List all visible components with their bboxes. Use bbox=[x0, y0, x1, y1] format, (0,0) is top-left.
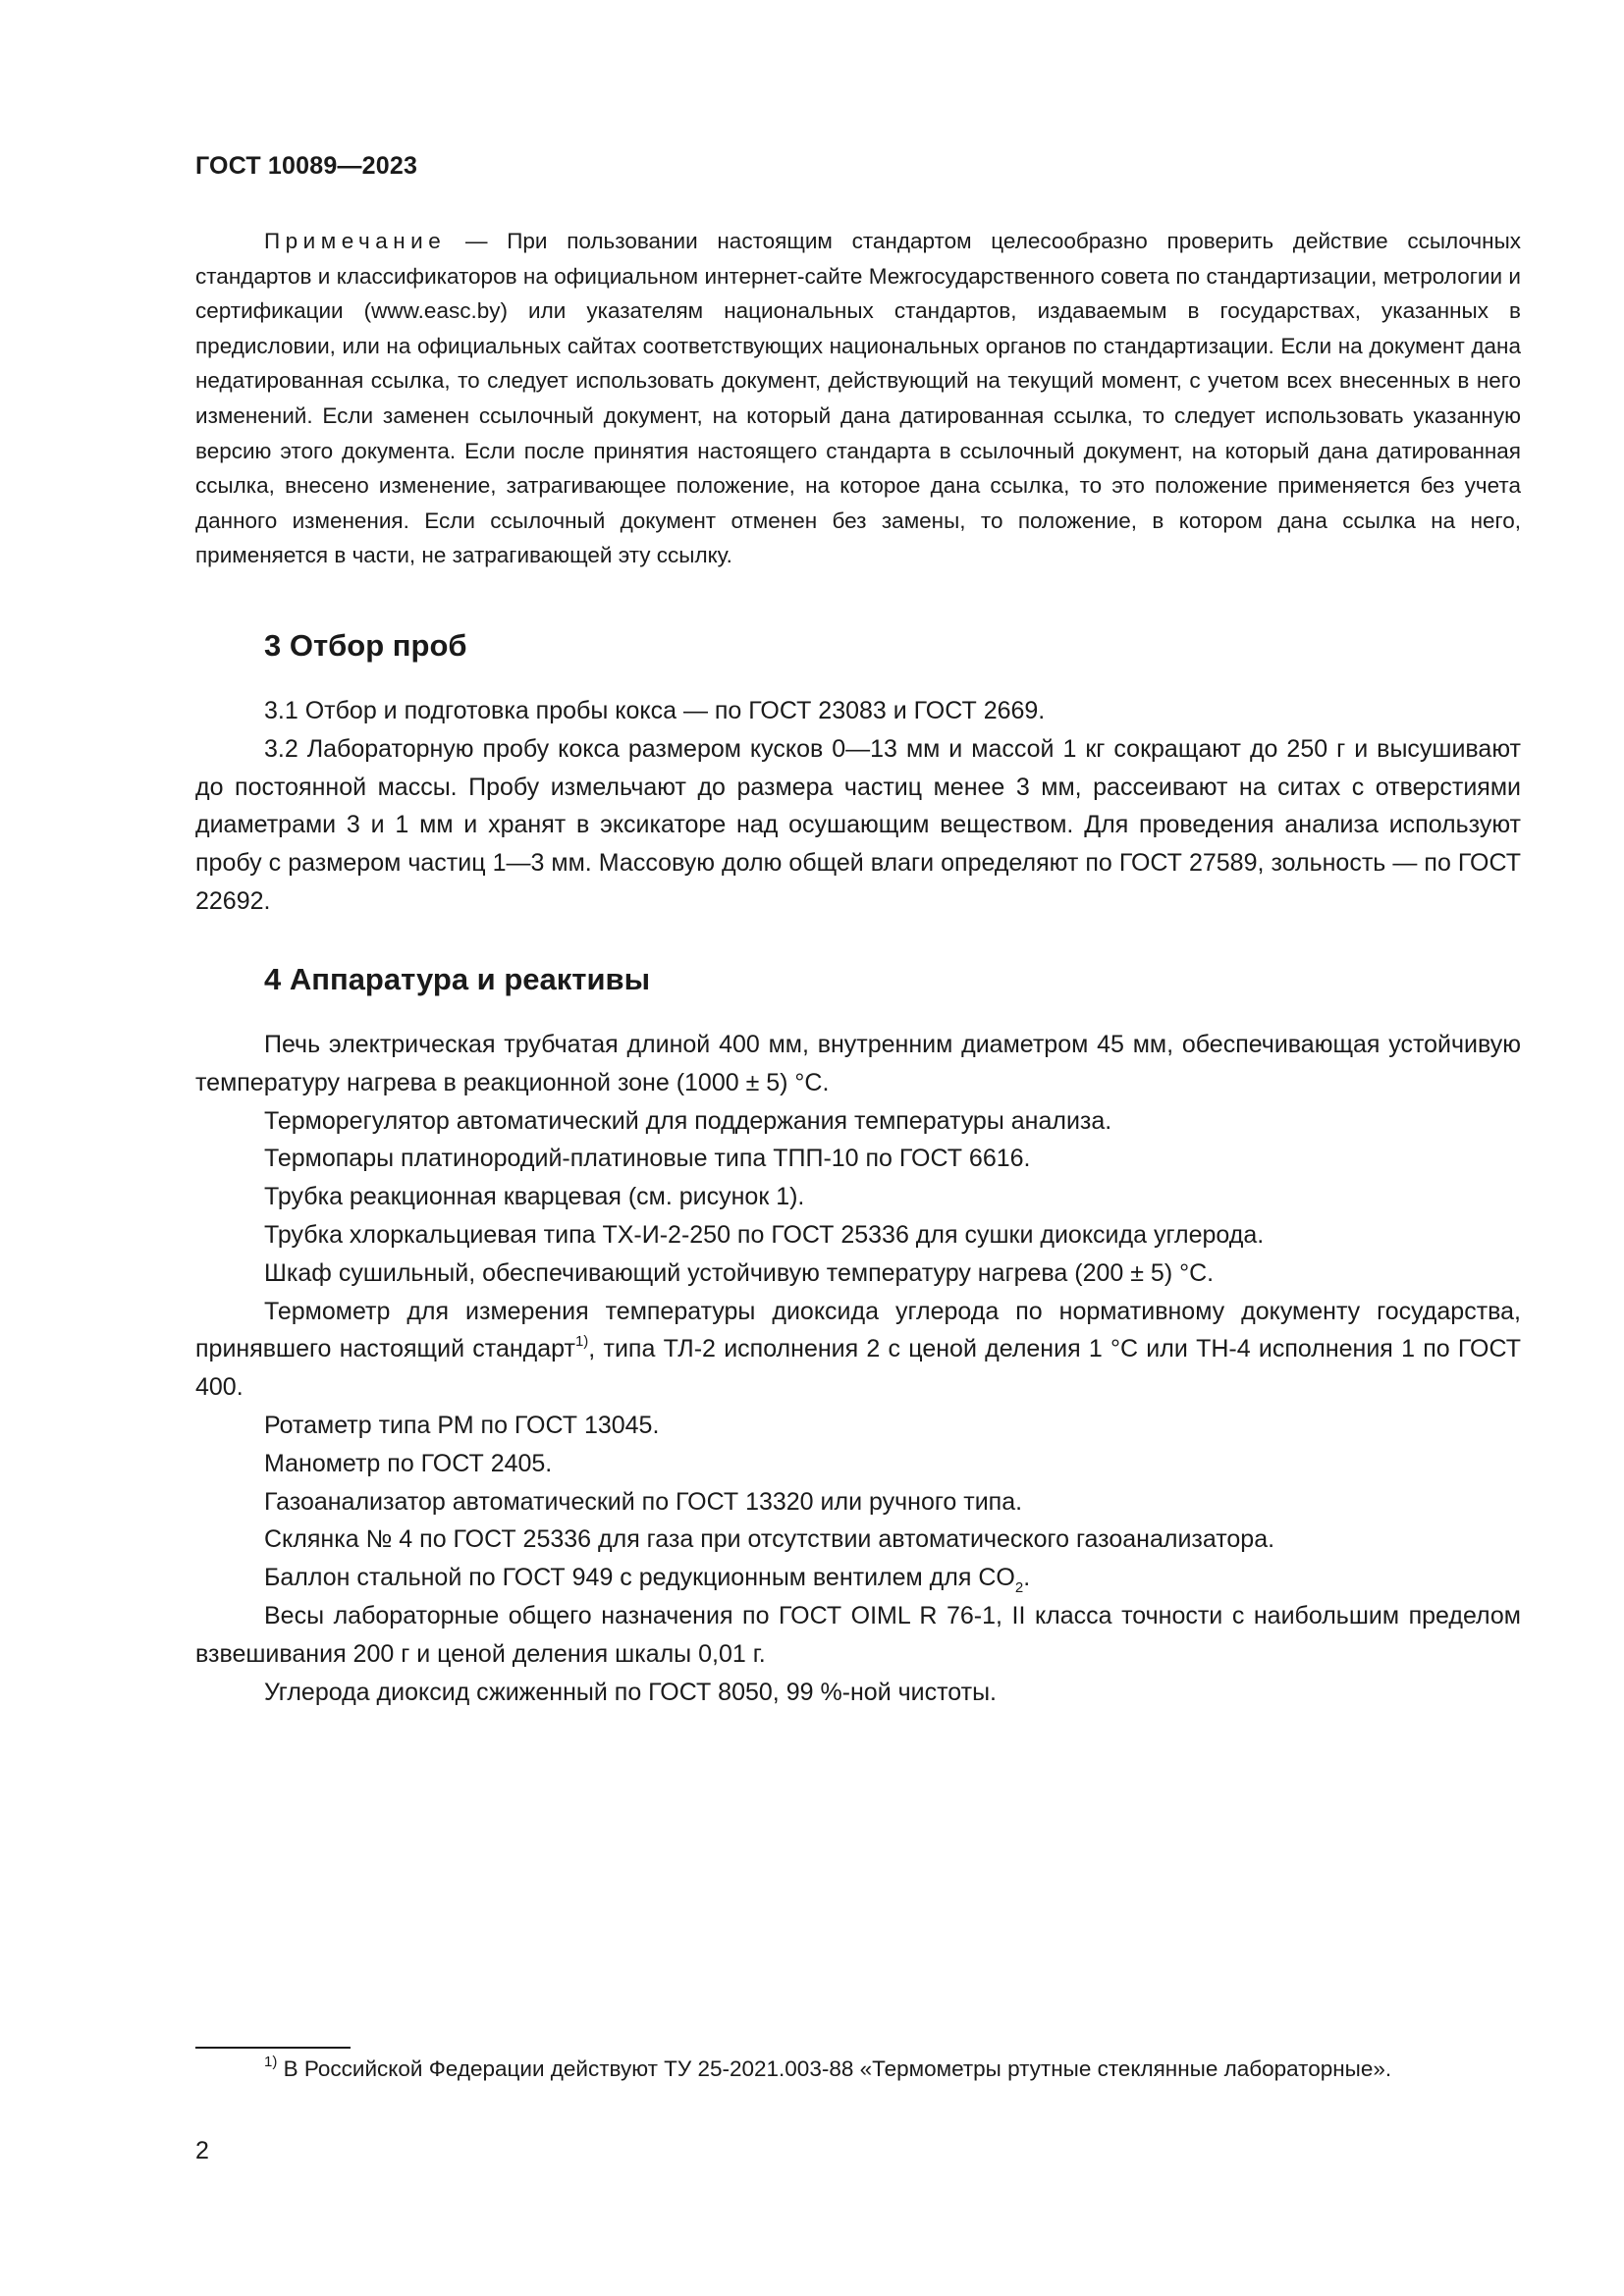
item-quartz-tube: Трубка реакционная кварцевая (см. рисунок 1). bbox=[264, 1183, 805, 1211]
item-thermometer-text-b: , типа ТЛ-2 исполнения 2 с ценой деления 1 °C или ТН-4 исполнения 1 по ГОСТ 400. bbox=[195, 1335, 1521, 1402]
note-paragraph bbox=[195, 224, 1521, 573]
section-3-2: 3.2 Лабораторную пробу кокса размером кусков 0—13 мм и массой 1 кг сокращают до 250 г и высушивают до постоянной массы. Пробу измельчают до размера частиц менее 3 мм, рассеивают на ситах с отверстиями диаметрами 3 и 1 мм и хранят в эксикаторе над осушающим веществом. Для проведения анализа используют пробу с размером частиц 1—3 мм. Массовую долю общей влаги определяют по ГОСТ 27589, зольность — по ГОСТ 22692. bbox=[195, 734, 1521, 915]
footnote-text: В Российской Федерации действуют ТУ 25-2021.003-88 «Термометры ртутные стеклянные лабораторные». bbox=[277, 2056, 1392, 2081]
item-co2: Углерода диоксид сжиженный по ГОСТ 8050, 99 %-ной чистоты. bbox=[264, 1678, 997, 1706]
section-3-title: 3 Отбор проб bbox=[264, 628, 467, 663]
item-cylinder-text: Баллон стальной по ГОСТ 949 с редукционным вентилем для CO bbox=[264, 1564, 1015, 1592]
page-number: 2 bbox=[195, 2137, 209, 2164]
item-thermometer-text-a: Термометр для измерения температуры диоксида углерода по нормативному документу государства, принявшего настоящий стандарт bbox=[195, 1297, 1521, 1363]
note-label: Примечание bbox=[264, 229, 447, 253]
section-3-body bbox=[195, 692, 1521, 921]
section-3-1: 3.1 Отбор и подготовка пробы кокса — по ГОСТ 23083 и ГОСТ 2669. bbox=[264, 697, 1046, 724]
item-drying-cabinet: Шкаф сушильный, обеспечивающий устойчивую температуру нагрева (200 ± 5) °C. bbox=[264, 1258, 1215, 1287]
page-header-doc-id: ГОСТ 10089—2023 bbox=[195, 152, 418, 180]
section-4-title: 4 Аппаратура и реактивы bbox=[264, 962, 651, 996]
note-text: — При пользовании настоящим стандартом целесообразно проверить действие ссылочных стандартов и классификаторов на официальном интернет-сайте Межгосударственного совета по стандартизации, метрологии и сертификации (www.easc.by) или указателям национальных стандартов, издаваемым в государствах, указанных в предисловии, или на официальных сайтах соответствующих национальных органов по стандартизации. Если на документ дана недатированная ссылка, то следует использовать документ, действующий на текущий момент, с учетом всех внесенных в него изменений. Если заменен ссылочный документ, на который дана датированная ссылка, то следует использовать указанную версию этого документа. Если после принятия настоящего стандарта в ссылочный документ, на который дана датированная ссылка, внесено изменение, затрагивающее положение, на которое дана ссылка, то это положение применяется без учета данного изменения. Если ссылочный документ отменен без замены, то положение, в котором дана ссылка на него, применяется в части, не затрагивающей эту ссылку. bbox=[195, 229, 1521, 568]
item-manometer: Манометр по ГОСТ 2405. bbox=[264, 1449, 553, 1477]
item-thermometer bbox=[195, 1293, 1521, 1407]
footnote-reference: 1) bbox=[574, 1333, 589, 1351]
item-regulator: Терморегулятор автоматический для поддержания температуры анализа. bbox=[264, 1106, 1112, 1135]
item-rotameter: Ротаметр типа РМ по ГОСТ 13045. bbox=[264, 1411, 660, 1439]
item-flask: Склянка № 4 по ГОСТ 25336 для газа при отсутствии автоматического газоанализатора. bbox=[264, 1525, 1275, 1554]
item-thermocouples: Термопары платинородий-платиновые типа ТПП-10 по ГОСТ 6616. bbox=[264, 1145, 1031, 1173]
co2-subscript: 2 bbox=[1014, 1579, 1024, 1597]
footnote bbox=[264, 2056, 1391, 2082]
footnote-divider bbox=[195, 2047, 351, 2049]
section-4-body bbox=[195, 1026, 1521, 1711]
item-gas-analyzer: Газоанализатор автоматический по ГОСТ 13320 или ручного типа. bbox=[264, 1487, 1023, 1516]
item-furnace: Печь электрическая трубчатая длиной 400 мм, внутренним диаметром 45 мм, обеспечивающая устойчивую температуру нагрева в реакционной зоне (1000 ± 5) °C. bbox=[195, 1031, 1521, 1096]
note-block bbox=[195, 224, 1521, 573]
item-calcium-tube: Трубка хлоркальциевая типа ТХ-И-2-250 по ГОСТ 25336 для сушки диоксида углерода. bbox=[264, 1220, 1265, 1249]
item-cylinder bbox=[195, 1559, 1521, 1597]
item-scales: Весы лабораторные общего назначения по ГОСТ OIML R 76-1, II класса точности с наибольшим пределом взвешивания 200 г и ценой деления шкалы 0,01 г. bbox=[195, 1601, 1521, 1668]
item-cylinder-period: . bbox=[1023, 1564, 1031, 1592]
footnote-marker: 1) bbox=[264, 2054, 278, 2070]
